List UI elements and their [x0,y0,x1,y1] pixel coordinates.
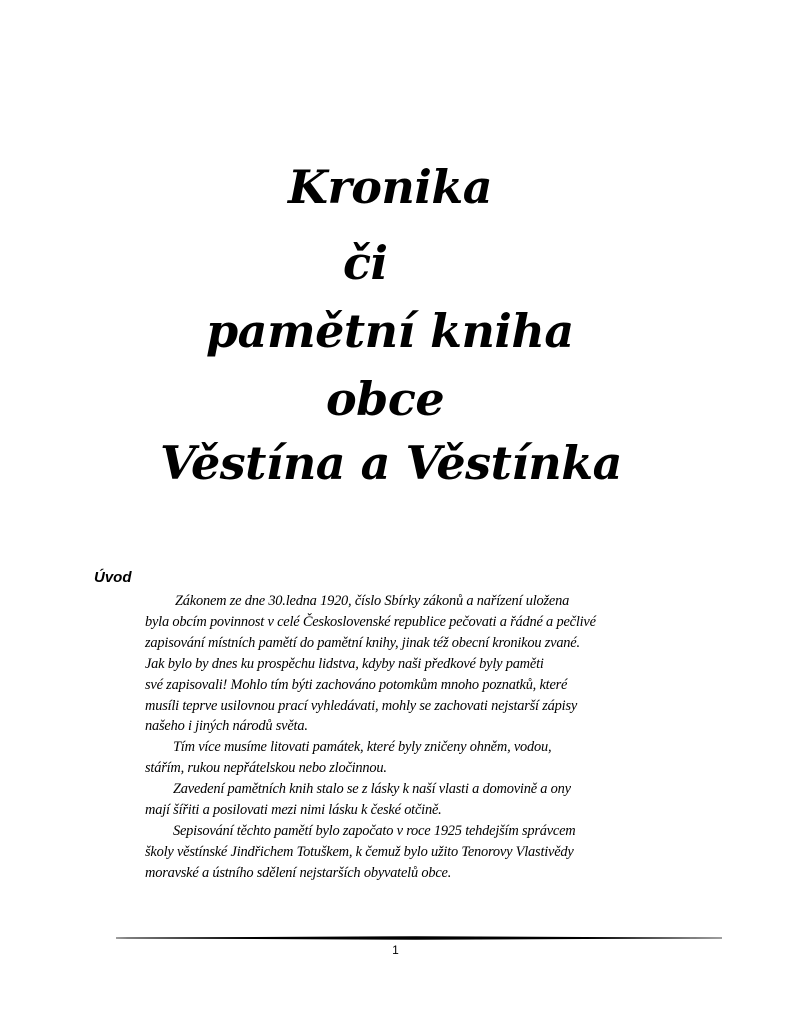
section-heading-uvod: Úvod [94,569,132,586]
intro-line: zapisování místních pamětí do pamětní knihy, jinak též obecní kronikou zvané. [145,634,580,651]
intro-line: Sepisování těchto pamětí bylo započato v roce 1925 tehdejším správcem [173,822,576,839]
intro-line: mají šířiti a posilovati mezi nimi lásku k české otčině. [145,802,442,819]
intro-line: své zapisovali! Mohlo tím býti zachováno potomkům mnoho poznatků, které [145,676,568,693]
intro-line: Zavedení pamětních knih stalo se z lásky k naší vlasti a domovině a ony [173,781,571,798]
title-line-obce: obce [326,372,445,426]
title-line-pametni-kniha: pamětní kniha [206,304,574,358]
intro-line: moravské a ústního sdělení nejstarších obyvatelů obce. [145,864,452,881]
intro-line: Zákonem ze dne 30.ledna 1920, číslo Sbírky zákonů a nařízení uložena [175,593,570,609]
intro-line: našeho i jiných národů světa. [145,718,308,735]
intro-paragraphs [145,591,665,884]
page-number: 1 [392,943,399,957]
intro-line: školy věstínské Jindřichem Totuškem, k čemuž bylo užito Tenorovy Vlastivědy [145,843,574,860]
title-line-ci: či [343,236,388,290]
intro-line: byla obcím povinnost v celé Československé republice pečovati a řádné a pečlivé [145,613,596,630]
intro-line: Jak bylo by dnes ku prospěchu lidstva, kdyby naši předkové byly paměti [145,655,544,672]
title-line-vestina-a-vestinka: Věstína a Věstínka [160,436,622,490]
footer-rule [116,936,722,940]
intro-line: stářím, rukou nepřátelskou nebo zločinnou. [145,760,387,777]
title-line-kronika: Kronika [288,160,492,214]
intro-line: musíli teprve usilovnou prací vyhledávati, mohly se zachovati nejstarší zápisy [145,697,578,714]
intro-line: Tím více musíme litovati památek, které byly zničeny ohněm, vodou, [173,739,552,756]
